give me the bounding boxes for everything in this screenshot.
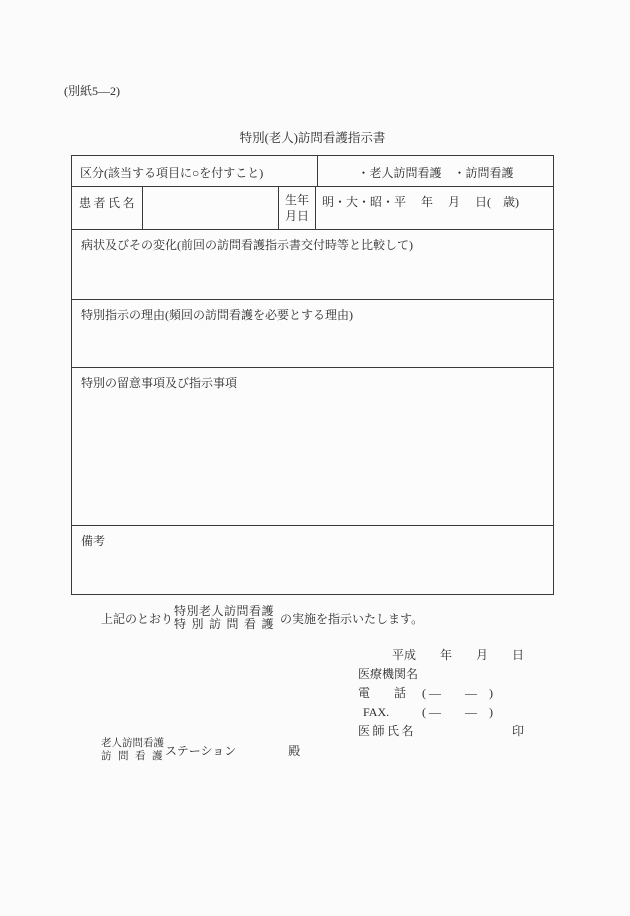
seal-label: 印	[511, 724, 524, 738]
fax-line	[358, 703, 524, 722]
statement-stacked-terms	[174, 605, 279, 631]
attachment-label: (別紙5―2)	[64, 84, 120, 98]
condition-row	[72, 229, 553, 299]
fax-label: FAX.	[363, 705, 390, 719]
special-instructions-label: 特別の留意事項及び指示事項	[81, 376, 238, 390]
phone-line	[358, 684, 524, 703]
special-instructions-row	[72, 367, 553, 525]
special-reason-label: 特別指示の理由(頻回の訪問看護を必要とする理由)	[81, 308, 353, 322]
instruction-statement	[101, 605, 423, 631]
phone-label: 電 話	[358, 686, 407, 700]
form-title: 特別(老人)訪問看護指示書	[239, 131, 386, 145]
addressee-stacked-terms	[101, 737, 169, 763]
issuer-block	[358, 646, 524, 741]
remarks-label: 備考	[81, 534, 106, 548]
patient-row	[72, 186, 553, 229]
phone-value: ( ― ― )	[422, 686, 493, 700]
statement-stacked-top: 特別老人訪問看護	[174, 604, 275, 618]
category-options: ・老人訪問看護 ・訪問看護	[357, 166, 514, 180]
honorific-label: 殿	[288, 743, 301, 758]
condition-label: 病状及びその変化(前回の訪問看護指示書交付時等と比較して)	[81, 238, 413, 252]
issue-date-line: 平成 年 月 日	[392, 648, 525, 662]
doctor-line	[358, 722, 524, 741]
patient-name-field	[142, 187, 278, 229]
category-label: 区分(該当する項目に○を付すこと)	[80, 166, 264, 180]
patient-name-label: 患者氏名	[79, 196, 138, 210]
category-label-cell	[72, 156, 317, 186]
remarks-row	[72, 525, 553, 589]
birthdate-value-cell	[315, 187, 553, 229]
institution-line	[358, 665, 524, 684]
statement-prefix: 上記のとおり	[101, 611, 174, 626]
birthdate-label-line2: 月日	[284, 209, 309, 223]
addressee-stacked-bottom: 訪問看護	[101, 751, 169, 762]
fax-value: ( ― ― )	[422, 705, 493, 719]
special-reason-row	[72, 299, 553, 367]
birthdate-label-cell	[278, 187, 315, 229]
birthdate-label-line1: 生年	[284, 193, 309, 207]
statement-suffix: の実施を指示いたします。	[280, 611, 424, 626]
category-row	[72, 156, 553, 186]
statement-stacked-bottom: 特別訪問看護	[174, 617, 280, 631]
institution-label: 医療機関名	[358, 667, 419, 681]
patient-name-label-cell	[72, 187, 142, 229]
category-options-cell	[317, 156, 553, 186]
addressee-stacked-top: 老人訪問看護	[101, 738, 164, 749]
station-label: ステーション	[165, 743, 237, 758]
doctor-name-label: 医師氏名	[358, 724, 417, 738]
birthdate-value: 明・大・昭・平 年 月 日( 歳)	[322, 195, 519, 209]
form-table	[71, 155, 554, 595]
addressee-block	[101, 737, 300, 763]
